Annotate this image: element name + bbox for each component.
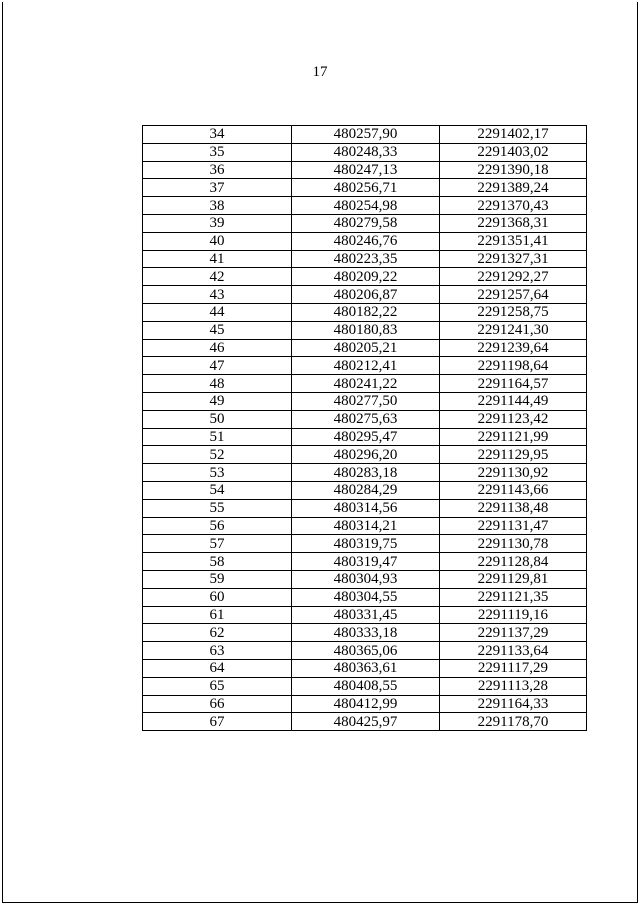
- x-coordinate-cell: 480304,55: [292, 588, 440, 606]
- point-number-cell: 51: [143, 428, 292, 446]
- y-coordinate-cell: 2291121,35: [440, 588, 587, 606]
- y-coordinate-cell: 2291239,64: [440, 339, 587, 357]
- y-coordinate-cell: 2291368,31: [440, 214, 587, 232]
- x-coordinate-cell: 480363,61: [292, 659, 440, 677]
- x-coordinate-cell: 480277,50: [292, 392, 440, 410]
- point-number-cell: 50: [143, 410, 292, 428]
- point-number-cell: 59: [143, 570, 292, 588]
- point-number-cell: 34: [143, 126, 292, 144]
- y-coordinate-cell: 2291143,66: [440, 481, 587, 499]
- table-row: [143, 286, 587, 304]
- table-row: [143, 250, 587, 268]
- table-row: [143, 570, 587, 588]
- x-coordinate-cell: 480180,83: [292, 321, 440, 339]
- x-coordinate-cell: 480425,97: [292, 713, 440, 731]
- x-coordinate-cell: 480279,58: [292, 214, 440, 232]
- table-row: [143, 428, 587, 446]
- x-coordinate-cell: 480241,22: [292, 375, 440, 393]
- point-number-cell: 36: [143, 161, 292, 179]
- table-row: [143, 677, 587, 695]
- y-coordinate-cell: 2291129,81: [440, 570, 587, 588]
- point-number-cell: 61: [143, 606, 292, 624]
- x-coordinate-cell: 480205,21: [292, 339, 440, 357]
- point-number-cell: 54: [143, 481, 292, 499]
- table-row: [143, 410, 587, 428]
- x-coordinate-cell: 480284,29: [292, 481, 440, 499]
- y-coordinate-cell: 2291327,31: [440, 250, 587, 268]
- table-row: [143, 339, 587, 357]
- y-coordinate-cell: 2291389,24: [440, 179, 587, 197]
- point-number-cell: 43: [143, 286, 292, 304]
- point-number-cell: 53: [143, 464, 292, 482]
- y-coordinate-cell: 2291198,64: [440, 357, 587, 375]
- table-row: [143, 588, 587, 606]
- table-row: [143, 392, 587, 410]
- point-number-cell: 48: [143, 375, 292, 393]
- y-coordinate-cell: 2291258,75: [440, 303, 587, 321]
- table-row: [143, 321, 587, 339]
- table-row: [143, 126, 587, 144]
- y-coordinate-cell: 2291128,84: [440, 553, 587, 571]
- point-number-cell: 56: [143, 517, 292, 535]
- point-number-cell: 58: [143, 553, 292, 571]
- y-coordinate-cell: 2291403,02: [440, 143, 587, 161]
- x-coordinate-cell: 480331,45: [292, 606, 440, 624]
- y-coordinate-cell: 2291402,17: [440, 126, 587, 144]
- y-coordinate-cell: 2291164,33: [440, 695, 587, 713]
- x-coordinate-cell: 480256,71: [292, 179, 440, 197]
- point-number-cell: 62: [143, 624, 292, 642]
- y-coordinate-cell: 2291131,47: [440, 517, 587, 535]
- y-coordinate-cell: 2291164,57: [440, 375, 587, 393]
- table-row: [143, 446, 587, 464]
- point-number-cell: 46: [143, 339, 292, 357]
- y-coordinate-cell: 2291144,49: [440, 392, 587, 410]
- y-coordinate-cell: 2291241,30: [440, 321, 587, 339]
- table-row: [143, 232, 587, 250]
- table-row: [143, 161, 587, 179]
- point-number-cell: 67: [143, 713, 292, 731]
- y-coordinate-cell: 2291123,42: [440, 410, 587, 428]
- point-number-cell: 65: [143, 677, 292, 695]
- coordinates-table-body: [143, 126, 587, 731]
- point-number-cell: 37: [143, 179, 292, 197]
- x-coordinate-cell: 480254,98: [292, 197, 440, 215]
- coordinates-table: [142, 125, 587, 731]
- y-coordinate-cell: 2291130,78: [440, 535, 587, 553]
- x-coordinate-cell: 480333,18: [292, 624, 440, 642]
- point-number-cell: 55: [143, 499, 292, 517]
- point-number-cell: 66: [143, 695, 292, 713]
- y-coordinate-cell: 2291257,64: [440, 286, 587, 304]
- y-coordinate-cell: 2291137,29: [440, 624, 587, 642]
- x-coordinate-cell: 480365,06: [292, 642, 440, 660]
- point-number-cell: 44: [143, 303, 292, 321]
- y-coordinate-cell: 2291129,95: [440, 446, 587, 464]
- point-number-cell: 63: [143, 642, 292, 660]
- point-number-cell: 35: [143, 143, 292, 161]
- x-coordinate-cell: 480223,35: [292, 250, 440, 268]
- y-coordinate-cell: 2291370,43: [440, 197, 587, 215]
- y-coordinate-cell: 2291292,27: [440, 268, 587, 286]
- point-number-cell: 60: [143, 588, 292, 606]
- x-coordinate-cell: 480283,18: [292, 464, 440, 482]
- point-number-cell: 38: [143, 197, 292, 215]
- table-row: [143, 553, 587, 571]
- x-coordinate-cell: 480246,76: [292, 232, 440, 250]
- x-coordinate-cell: 480314,21: [292, 517, 440, 535]
- table-row: [143, 659, 587, 677]
- point-number-cell: 47: [143, 357, 292, 375]
- page-number: 17: [312, 64, 328, 80]
- y-coordinate-cell: 2291351,41: [440, 232, 587, 250]
- x-coordinate-cell: 480319,75: [292, 535, 440, 553]
- table-row: [143, 713, 587, 731]
- point-number-cell: 39: [143, 214, 292, 232]
- x-coordinate-cell: 480314,56: [292, 499, 440, 517]
- y-coordinate-cell: 2291390,18: [440, 161, 587, 179]
- table-row: [143, 143, 587, 161]
- x-coordinate-cell: 480248,33: [292, 143, 440, 161]
- table-row: [143, 357, 587, 375]
- table-row: [143, 481, 587, 499]
- table-row: [143, 606, 587, 624]
- point-number-cell: 42: [143, 268, 292, 286]
- point-number-cell: 49: [143, 392, 292, 410]
- y-coordinate-cell: 2291117,29: [440, 659, 587, 677]
- table-row: [143, 642, 587, 660]
- table-row: [143, 179, 587, 197]
- y-coordinate-cell: 2291113,28: [440, 677, 587, 695]
- y-coordinate-cell: 2291178,70: [440, 713, 587, 731]
- table-row: [143, 535, 587, 553]
- x-coordinate-cell: 480412,99: [292, 695, 440, 713]
- x-coordinate-cell: 480319,47: [292, 553, 440, 571]
- table-row: [143, 268, 587, 286]
- y-coordinate-cell: 2291138,48: [440, 499, 587, 517]
- x-coordinate-cell: 480212,41: [292, 357, 440, 375]
- table-row: [143, 197, 587, 215]
- x-coordinate-cell: 480295,47: [292, 428, 440, 446]
- table-row: [143, 464, 587, 482]
- y-coordinate-cell: 2291130,92: [440, 464, 587, 482]
- x-coordinate-cell: 480182,22: [292, 303, 440, 321]
- x-coordinate-cell: 480304,93: [292, 570, 440, 588]
- table-row: [143, 695, 587, 713]
- x-coordinate-cell: 480296,20: [292, 446, 440, 464]
- point-number-cell: 41: [143, 250, 292, 268]
- y-coordinate-cell: 2291119,16: [440, 606, 587, 624]
- point-number-cell: 45: [143, 321, 292, 339]
- table-row: [143, 214, 587, 232]
- table-row: [143, 303, 587, 321]
- x-coordinate-cell: 480275,63: [292, 410, 440, 428]
- point-number-cell: 64: [143, 659, 292, 677]
- x-coordinate-cell: 480257,90: [292, 126, 440, 144]
- point-number-cell: 57: [143, 535, 292, 553]
- point-number-cell: 40: [143, 232, 292, 250]
- x-coordinate-cell: 480209,22: [292, 268, 440, 286]
- table-row: [143, 624, 587, 642]
- table-row: [143, 375, 587, 393]
- x-coordinate-cell: 480247,13: [292, 161, 440, 179]
- table-row: [143, 517, 587, 535]
- x-coordinate-cell: 480206,87: [292, 286, 440, 304]
- y-coordinate-cell: 2291121,99: [440, 428, 587, 446]
- point-number-cell: 52: [143, 446, 292, 464]
- table-row: [143, 499, 587, 517]
- x-coordinate-cell: 480408,55: [292, 677, 440, 695]
- y-coordinate-cell: 2291133,64: [440, 642, 587, 660]
